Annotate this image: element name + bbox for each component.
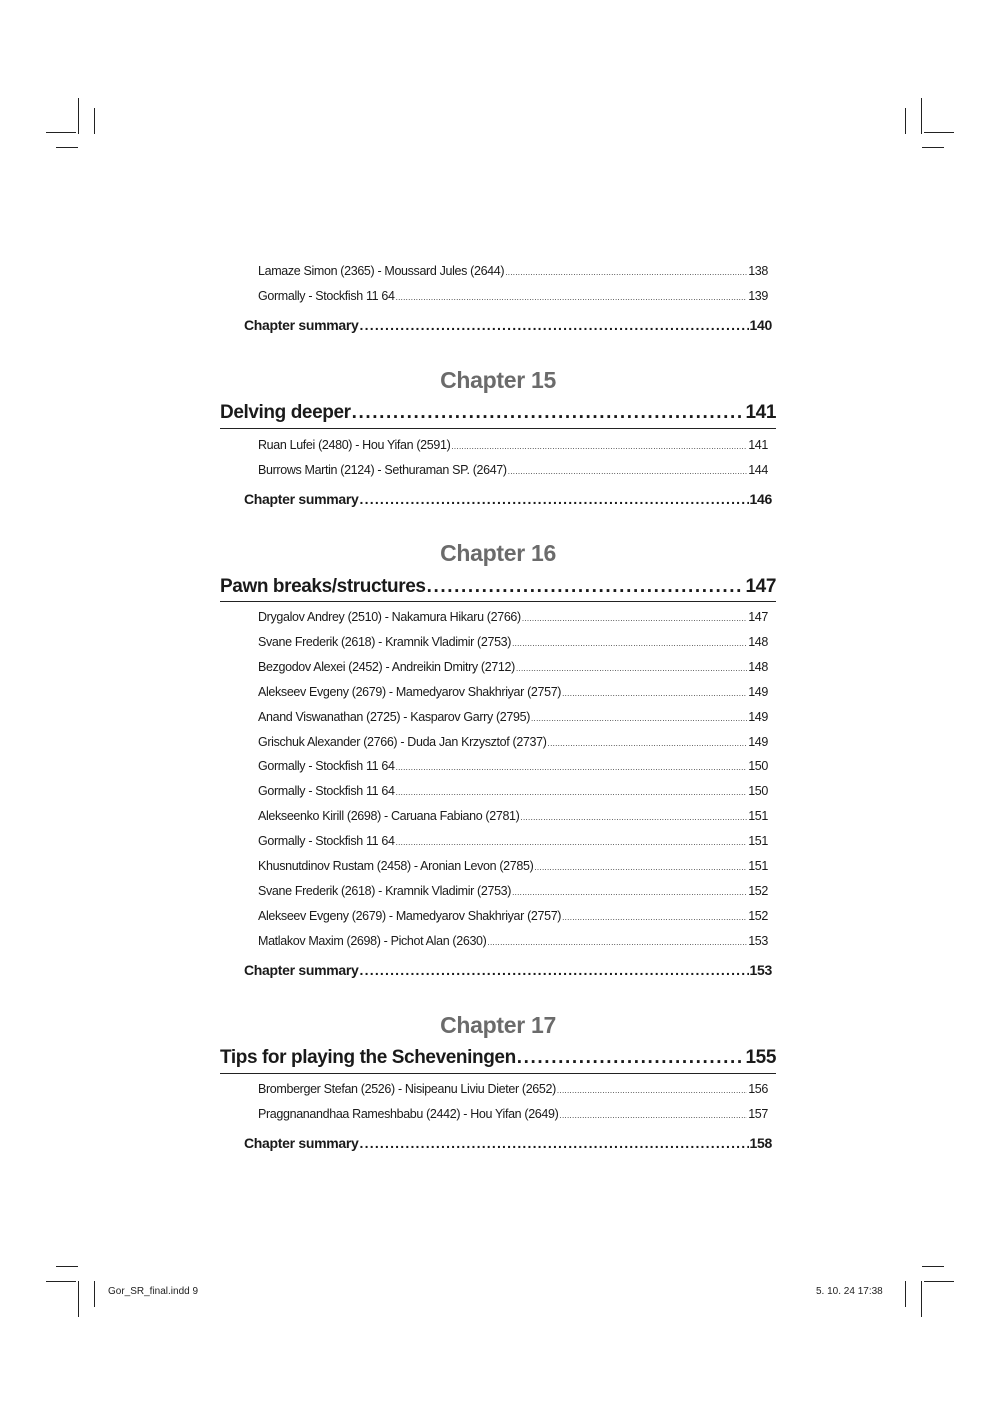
crop-mark	[924, 1281, 954, 1282]
chapter-summary-entry-title: Chapter summary	[244, 962, 359, 978]
game-entry-page-number: 149	[748, 710, 768, 724]
chapter-summary-entry-page-number: 140	[749, 317, 772, 333]
game-entry-page-number: 144	[748, 463, 768, 477]
crop-mark	[78, 98, 79, 134]
game-entry-title: Ruan Lufei (2480) - Hou Yifan (2591)	[258, 438, 451, 452]
dot-leader	[352, 402, 745, 424]
game-entry-page-number: 150	[748, 784, 768, 798]
crop-mark	[921, 98, 922, 134]
game-entry-title: Lamaze Simon (2365) - Moussard Jules (2644)	[258, 264, 505, 278]
game-entry-page-number: 149	[748, 735, 768, 749]
game-entry	[258, 834, 768, 848]
game-entry-page-number: 141	[748, 438, 768, 452]
game-entry	[258, 909, 768, 923]
section-entry-page-number: 155	[745, 1047, 776, 1068]
crop-mark	[905, 108, 906, 134]
game-entry	[258, 660, 768, 674]
chapter-summary-entry-title: Chapter summary	[244, 317, 359, 333]
game-entry-page-number: 156	[748, 1082, 768, 1096]
crop-mark	[56, 1266, 78, 1267]
game-entry	[258, 610, 768, 624]
slug-date: 5. 10. 24 17:38	[816, 1286, 883, 1297]
crop-mark	[78, 1281, 79, 1317]
chapter-summary-entry-title: Chapter summary	[244, 491, 359, 507]
game-entry-page-number: 157	[748, 1107, 768, 1121]
chapter-summary-entry-page-number: 158	[749, 1135, 772, 1151]
game-entry-title: Grischuk Alexander (2766) - Duda Jan Krzysztof (2737)	[258, 735, 547, 749]
crop-mark	[922, 1266, 944, 1267]
crop-mark	[922, 147, 944, 148]
game-entry-page-number: 148	[748, 660, 768, 674]
dot-leader	[396, 834, 748, 848]
dot-leader	[396, 759, 748, 773]
chapter-summary-entry-page-number: 146	[749, 491, 772, 507]
dot-leader	[360, 1135, 749, 1151]
dot-leader	[360, 962, 749, 978]
game-entry-page-number: 152	[748, 884, 768, 898]
section-entry-title: Pawn breaks/structures	[220, 576, 426, 597]
game-entry-title: Svane Frederik (2618) - Kramnik Vladimir (2753)	[258, 635, 512, 649]
section-entry-title: Tips for playing the Scheveningen	[220, 1047, 516, 1068]
crop-mark	[46, 132, 76, 133]
game-entry-title: Alekseenko Kirill (2698) - Caruana Fabiano (2781)	[258, 809, 520, 823]
dot-leader	[451, 438, 747, 452]
game-entry	[258, 859, 768, 873]
game-entry-title: Alekseev Evgeny (2679) - Mamedyarov Shakhriyar (2757)	[258, 685, 562, 699]
chapter-heading: Chapter 16	[440, 540, 556, 566]
section-entry-page-number: 147	[745, 576, 776, 597]
game-entry-page-number: 149	[748, 685, 768, 699]
dot-leader	[508, 463, 747, 477]
game-entry	[258, 1082, 768, 1096]
dot-leader	[562, 909, 747, 923]
chapter-summary-entry-title: Chapter summary	[244, 1135, 359, 1151]
dot-leader	[548, 735, 748, 749]
game-entry	[258, 784, 768, 798]
game-entry	[258, 809, 768, 823]
game-entry-page-number: 138	[748, 264, 768, 278]
game-entry	[258, 635, 768, 649]
crop-mark	[905, 1281, 906, 1307]
crop-mark	[94, 1281, 95, 1307]
chapter-summary-entry	[244, 962, 772, 978]
dot-leader	[512, 884, 747, 898]
dot-leader	[557, 1082, 747, 1096]
game-entry-title: Drygalov Andrey (2510) - Nakamura Hikaru (2766)	[258, 610, 521, 624]
section-rule	[220, 601, 776, 602]
chapter-heading: Chapter 15	[440, 367, 556, 393]
game-entry	[258, 1107, 768, 1121]
section-entry-page-number: 141	[745, 402, 776, 423]
chapter-summary-entry-page-number: 153	[749, 962, 772, 978]
dot-leader	[520, 809, 747, 823]
game-entry-page-number: 139	[748, 289, 768, 303]
crop-mark	[94, 108, 95, 134]
game-entry-title: Alekseev Evgeny (2679) - Mamedyarov Shakhriyar (2757)	[258, 909, 562, 923]
chapter-heading: Chapter 17	[440, 1012, 556, 1038]
chapter-summary-entry	[244, 491, 772, 507]
dot-leader	[505, 264, 747, 278]
game-entry	[258, 710, 768, 724]
dot-leader	[396, 289, 748, 303]
game-entry-page-number: 151	[748, 834, 768, 848]
game-entry-title: Gormally - Stockfish 11 64	[258, 834, 395, 848]
dot-leader	[427, 576, 745, 598]
dot-leader	[360, 491, 749, 507]
game-entry-title: Svane Frederik (2618) - Kramnik Vladimir (2753)	[258, 884, 512, 898]
dot-leader	[516, 660, 747, 674]
game-entry	[258, 289, 768, 303]
game-entry-page-number: 147	[748, 610, 768, 624]
game-entry-title: Burrows Martin (2124) - Sethuraman SP. (2647)	[258, 463, 507, 477]
slug-file: Gor_SR_final.indd 9	[108, 1286, 199, 1297]
crop-mark	[56, 147, 78, 148]
game-entry-title: Gormally - Stockfish 11 64	[258, 289, 395, 303]
game-entry-page-number: 153	[748, 934, 768, 948]
dot-leader	[360, 317, 749, 333]
game-entry-title: Praggnanandhaa Rameshbabu (2442) - Hou Yifan (2649)	[258, 1107, 559, 1121]
game-entry	[258, 735, 768, 749]
dot-leader	[562, 685, 747, 699]
section-rule	[220, 1073, 776, 1074]
game-entry-page-number: 150	[748, 759, 768, 773]
dot-leader	[531, 710, 747, 724]
game-entry-title: Matlakov Maxim (2698) - Pichot Alan (2630)	[258, 934, 487, 948]
game-entry-title: Khusnutdinov Rustam (2458) - Aronian Levon (2785)	[258, 859, 534, 873]
game-entry-title: Bezgodov Alexei (2452) - Andreikin Dmitry (2712)	[258, 660, 515, 674]
chapter-summary-entry	[244, 1135, 772, 1151]
section-rule	[220, 428, 776, 429]
game-entry-title: Gormally - Stockfish 11 64	[258, 784, 395, 798]
section-entry	[220, 576, 776, 598]
game-entry	[258, 438, 768, 452]
dot-leader	[534, 859, 747, 873]
game-entry	[258, 685, 768, 699]
crop-mark	[924, 132, 954, 133]
dot-leader	[522, 610, 747, 624]
game-entry-title: Anand Viswanathan (2725) - Kasparov Garry (2795)	[258, 710, 531, 724]
game-entry-page-number: 151	[748, 859, 768, 873]
dot-leader	[396, 784, 748, 798]
game-entry-title: Gormally - Stockfish 11 64	[258, 759, 395, 773]
game-entry	[258, 884, 768, 898]
crop-mark	[921, 1281, 922, 1317]
dot-leader	[487, 934, 747, 948]
game-entry	[258, 759, 768, 773]
game-entry	[258, 264, 768, 278]
game-entry-page-number: 152	[748, 909, 768, 923]
section-entry-title: Delving deeper	[220, 402, 351, 423]
game-entry	[258, 934, 768, 948]
dot-leader	[512, 635, 747, 649]
dot-leader	[517, 1047, 745, 1069]
crop-mark	[46, 1281, 76, 1282]
game-entry-page-number: 151	[748, 809, 768, 823]
section-entry	[220, 402, 776, 424]
dot-leader	[559, 1107, 747, 1121]
game-entry-title: Bromberger Stefan (2526) - Nisipeanu Liviu Dieter (2652)	[258, 1082, 556, 1096]
section-entry	[220, 1047, 776, 1069]
chapter-summary-entry	[244, 317, 772, 333]
game-entry-page-number: 148	[748, 635, 768, 649]
game-entry	[258, 463, 768, 477]
